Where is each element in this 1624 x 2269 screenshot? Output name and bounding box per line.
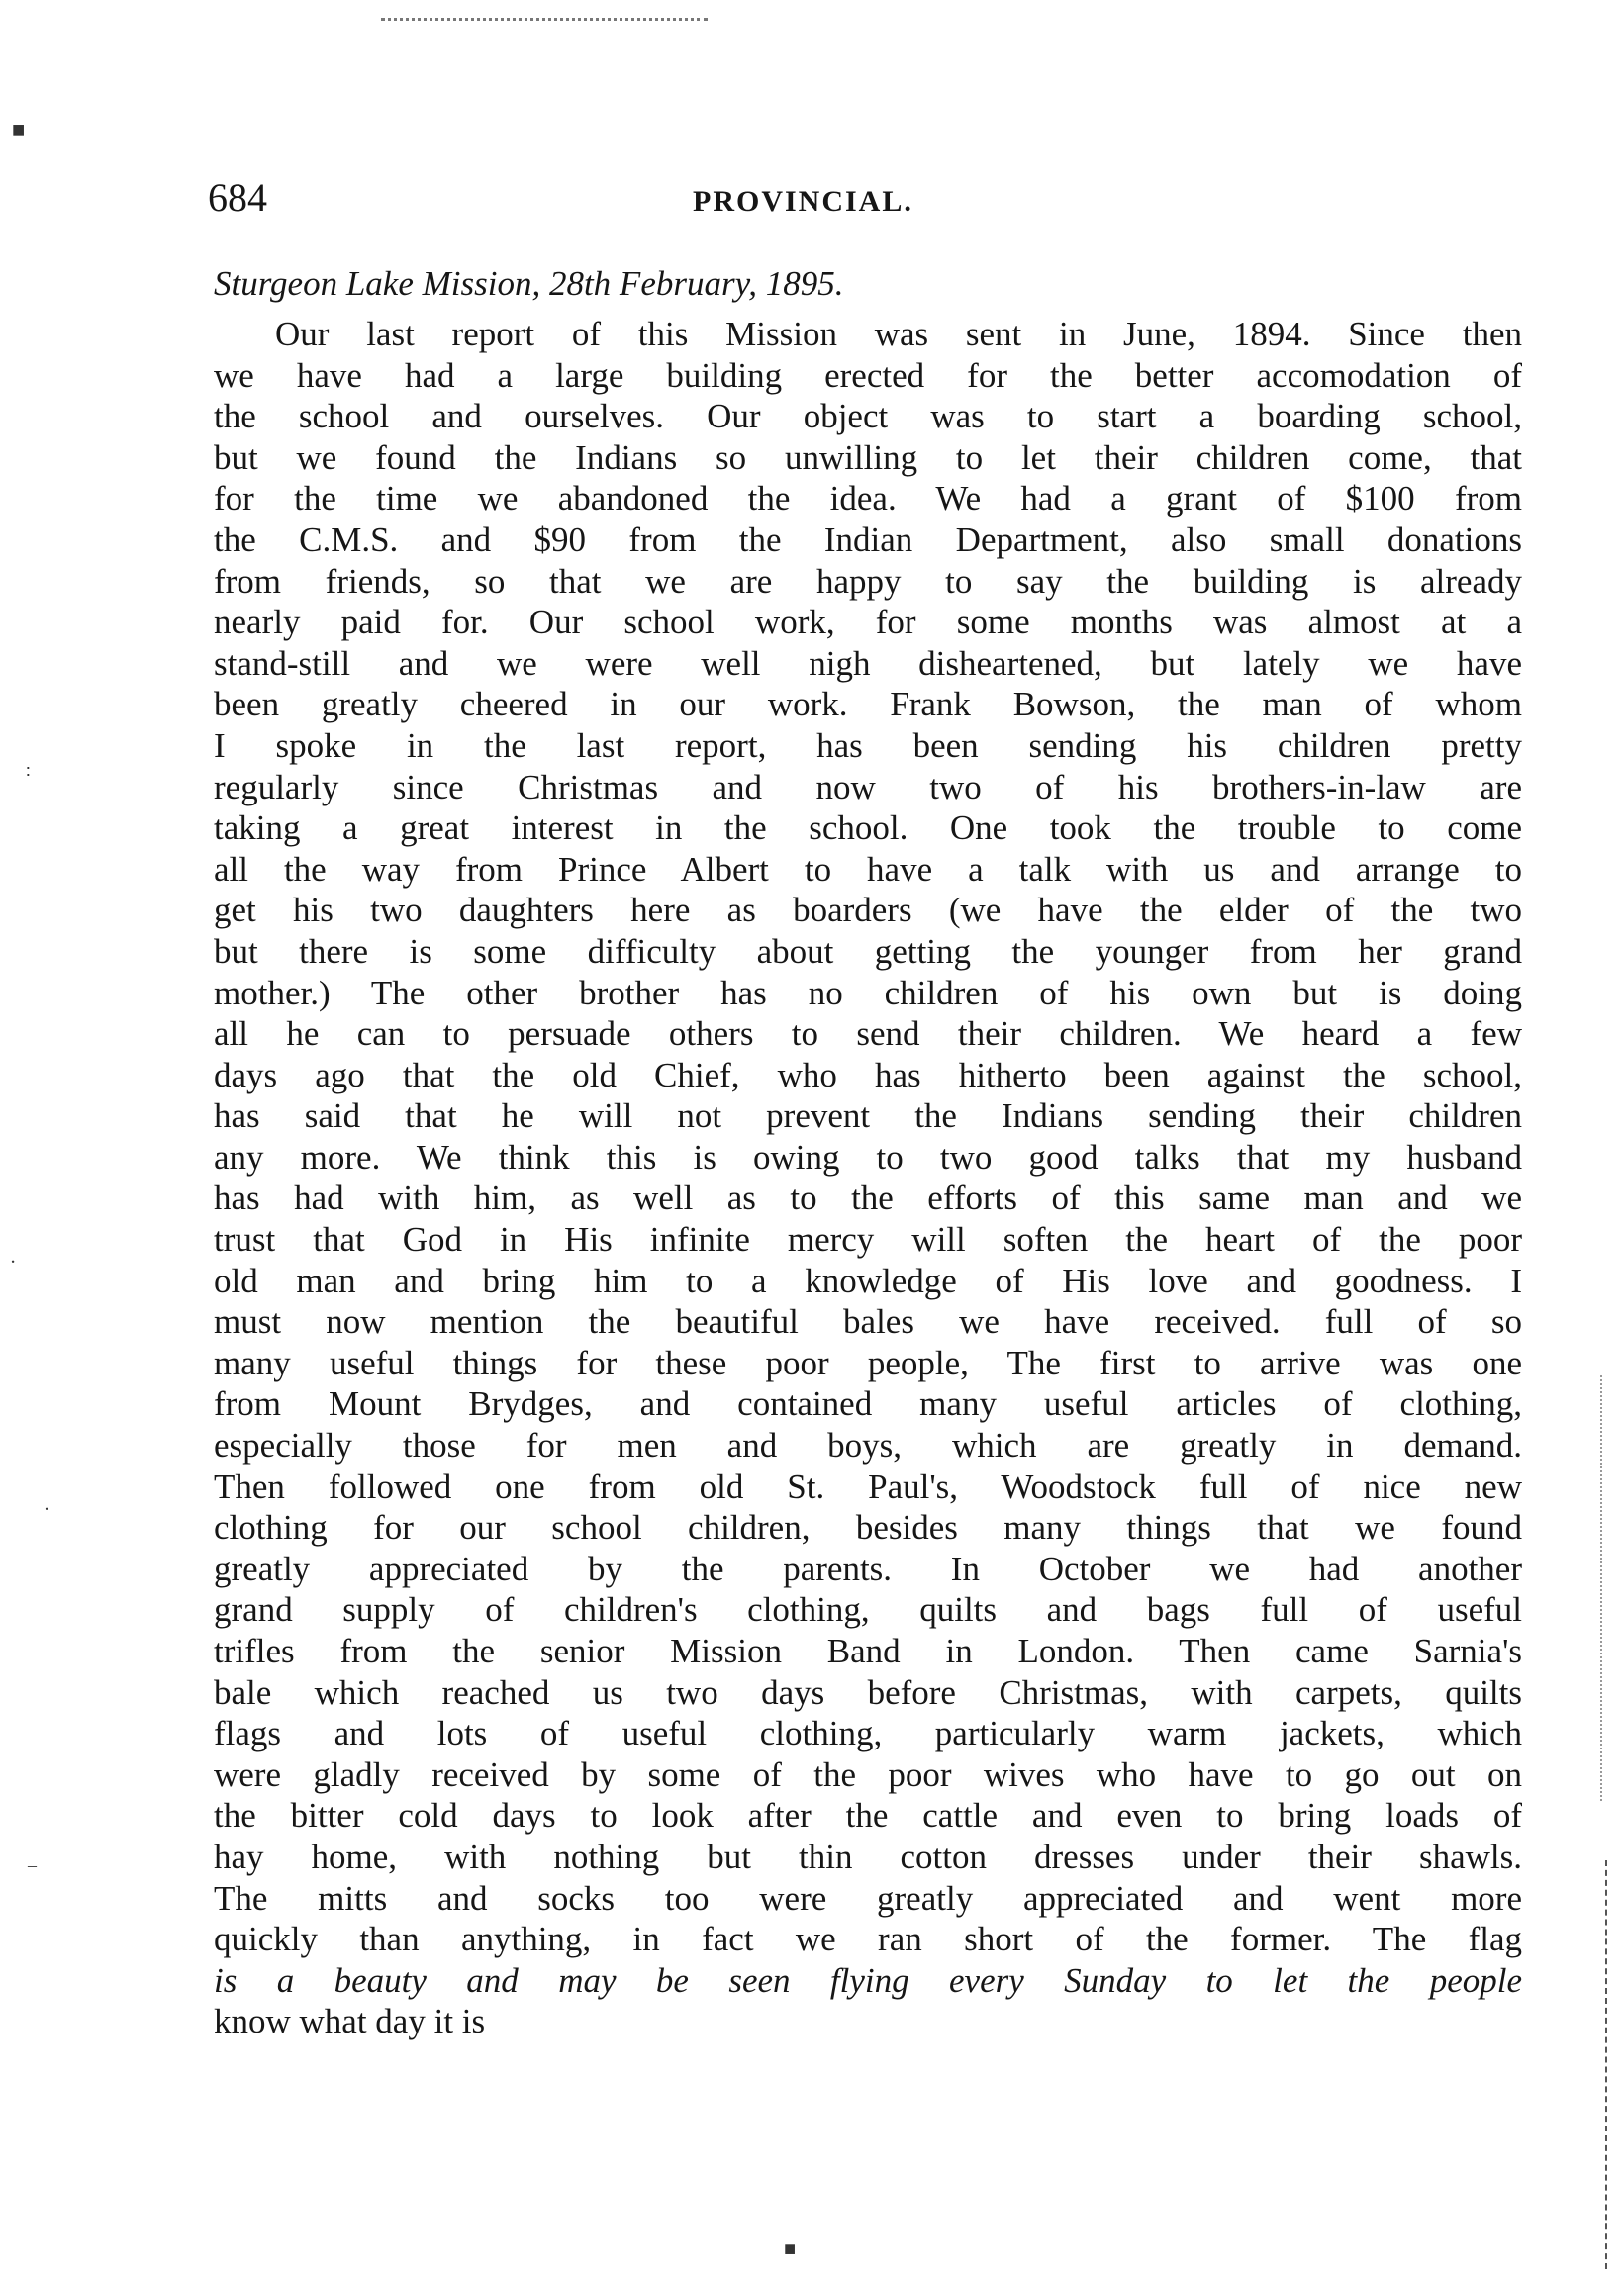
text-line: bale which reached us two days before Christmas, with carpets, quilts — [214, 1672, 1522, 1712]
text-line: grand supply of children's clothing, quilts and bags full of useful — [214, 1590, 1522, 1630]
text-line: greatly appreciated by the parents. In October we had another — [214, 1549, 1522, 1588]
text-line: but there is some difficulty about getting the younger from her grand — [214, 931, 1522, 971]
dateline: Sturgeon Lake Mission, 28th February, 1895. — [214, 264, 844, 303]
scan-artifact-top — [381, 18, 708, 21]
text-line: the bitter cold days to look after the cattle and even to bring loads of — [214, 1796, 1522, 1836]
margin-speck-mark: ∶ — [26, 762, 31, 782]
text-line: regularly since Christmas and now two of his brothers-in-law are — [214, 767, 1522, 806]
text-line: days ago that the old Chief, who has hitherto been against the school, — [214, 1055, 1522, 1094]
text-line: mother.) The other brother has no children of his own but is doing — [214, 973, 1522, 1012]
margin-dash-mark: – — [28, 1855, 37, 1875]
text-line: I spoke in the last report, has been sending his children pretty — [214, 725, 1522, 765]
text-line: stand-still and we were well nigh disheartened, but lately we have — [214, 643, 1522, 683]
text-line: any more. We think this is owing to two good talks that my husband — [214, 1137, 1522, 1177]
text-line: from Mount Brydges, and contained many useful articles of clothing, — [214, 1384, 1522, 1424]
body-paragraph — [214, 314, 1522, 2042]
text-line: trifles from the senior Mission Band in London. Then came Sarnia's — [214, 1632, 1522, 1670]
text-line: were gladly received by some of the poor wives who have to go out on — [214, 1754, 1522, 1794]
page-number: 684 — [208, 175, 267, 220]
text-line: nearly paid for. Our school work, for some months was almost at a — [214, 603, 1522, 642]
text-line: all the way from Prince Albert to have a talk with us and arrange to — [214, 849, 1522, 889]
text-line: taking a great interest in the school. One took the trouble to come — [214, 808, 1522, 848]
bottom-dot-mark: ■ — [784, 2238, 797, 2260]
text-line: many useful things for these poor people, The first to arrive was one — [214, 1343, 1522, 1382]
text-line: must now mention the beautiful bales we have received. full of so — [214, 1302, 1522, 1342]
text-line: Then followed one from old St. Paul's, Woodstock full of nice new — [214, 1466, 1522, 1506]
running-head: PROVINCIAL. — [693, 185, 913, 218]
text-line: especially those for men and boys, which are greatly in demand. — [214, 1426, 1522, 1465]
text-line: quickly than anything, in fact we ran short of the former. The flag — [214, 1920, 1522, 1959]
text-line: we have had a large building erected for the better accomodation of — [214, 355, 1522, 395]
margin-dot-mark: ■ — [12, 117, 26, 142]
scan-artifact-right — [1605, 1860, 1607, 2269]
text-line: Our last report of this Mission was sent in June, 1894. Since then — [275, 315, 1522, 353]
text-line: is a beauty and may be seen flying every Sunday to let the people — [214, 1960, 1522, 2000]
text-line: has had with him, as well as to the efforts of this same man and we — [214, 1179, 1522, 1218]
text-line: from friends, so that we are happy to say the building is already — [214, 561, 1522, 601]
text-line: all he can to persuade others to send their children. We heard a few — [214, 1014, 1522, 1054]
text-line: get his two daughters here as boarders (we have the elder of the two — [214, 891, 1522, 930]
margin-speck-mark: ⋅ — [44, 1499, 50, 1519]
text-line: the C.M.S. and $90 from the Indian Department, also small donations — [214, 520, 1522, 559]
text-line: know what day it is — [214, 2002, 486, 2041]
text-line: has said that he will not prevent the Indians sending their children — [214, 1096, 1522, 1136]
text-line: flags and lots of useful clothing, particularly warm jackets, which — [214, 1714, 1522, 1753]
text-line: been greatly cheered in our work. Frank Bowson, the man of whom — [214, 685, 1522, 724]
text-line: clothing for our school children, besides many things that we found — [214, 1508, 1522, 1548]
text-line: trust that God in His infinite mercy will soften the heart of the poor — [214, 1220, 1522, 1260]
text-line: the school and ourselves. Our object was to start a boarding school, — [214, 397, 1522, 436]
text-line: The mitts and socks too were greatly appreciated and went more — [214, 1878, 1522, 1918]
margin-speck-mark: ⋅ — [10, 1252, 17, 1272]
scan-artifact-right-upper — [1600, 1375, 1602, 1801]
text-line: but we found the Indians so unwilling to let their children come, that — [214, 437, 1522, 477]
text-line: old man and bring him to a knowledge of His love and goodness. I — [214, 1261, 1522, 1300]
text-line: for the time we abandoned the idea. We had a grant of $100 from — [214, 479, 1522, 519]
text-line: hay home, with nothing but thin cotton dresses under their shawls. — [214, 1837, 1522, 1876]
